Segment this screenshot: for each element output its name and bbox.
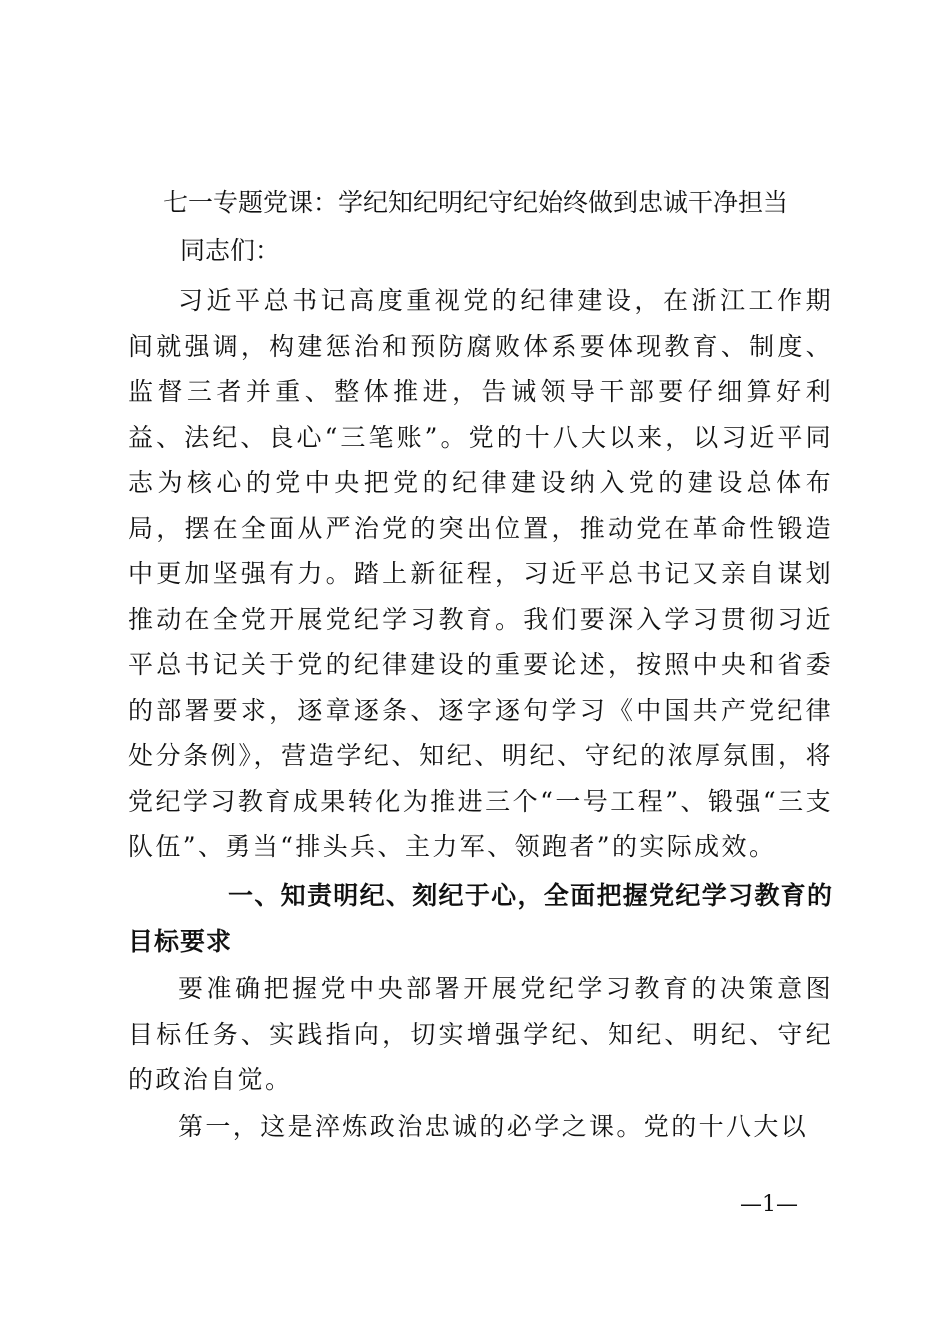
body-paragraph: 习近平总书记高度重视党的纪律建设，在浙江工作期间就强调，构建惩治和预防腐败体系要体现教育、制度、监督三者并重、整体推进，告诫领导干部要仔细算好利益、法纪、良心“三笔账”。党的十八大以来，以习近平同志为核心的党中央把党的纪律建设纳入党的建设总体布局，摆在全面从严治党的突出位置，推动党在革命性锻造中更加坚强有力。踏上新征程，习近平总书记又亲自谋划推动在全党开展党纪学习教育。我们要深入学习贯彻习近平总书记关于党的纪律建设的重要论述，按照中央和省委的部署要求，逐章逐条、逐字逐句学习《中国共产党纪律处分条例》，营造学纪、知纪、明纪、守纪的浓厚氛围，将党纪学习教育成果转化为推进三个“一号工程”、锻强“三支队伍”、勇当“排头兵、主力军、领跑者”的实际成效。 [128, 286, 833, 861]
page-number: —1— [740, 1192, 798, 1217]
salutation: 同志们： [180, 236, 281, 265]
section-heading: 一、知责明纪、刻纪于心，全面把握党纪学习教育的目标要求 [128, 881, 833, 956]
document-title: 七一专题党课：学纪知纪明纪守纪始终做到忠诚干净担当 [163, 188, 789, 217]
body-paragraph: 要准确把握党中央部署开展党纪学习教育的决策意图目标任务、实践指向，切实增强学纪、知纪、明纪、守纪的政治自觉。 [128, 974, 833, 1094]
body-paragraph: 第一，这是淬炼政治忠诚的必学之课。党的十八大以 [178, 1112, 809, 1141]
